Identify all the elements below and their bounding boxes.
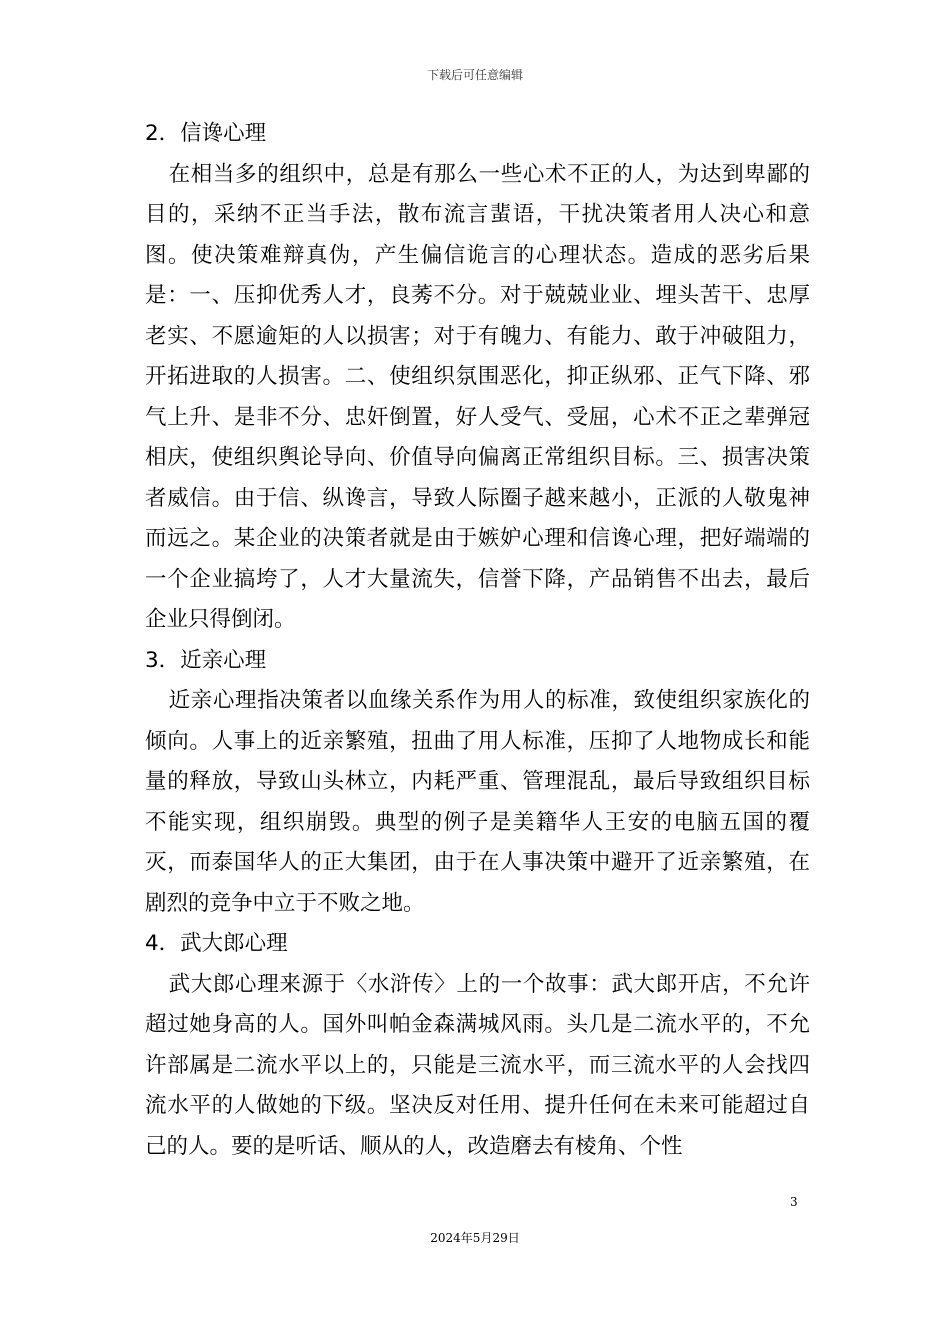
section-wudalang (145, 924, 810, 1167)
section-jinqin (145, 641, 810, 925)
page-header-note: 下载后可任意编辑 (426, 68, 523, 82)
section-paragraph: 在相当多的组织中，总是有那么一些心术不正的人，为达到卑鄙的目的，采纳不正当手法，散布流言蜚语，干扰决策者用人决心和意图。使决策难辩真伪，产生偏信诡言的心理状态。造成的恶劣后果是：一、压抑优秀人才，良莠不分。对于兢兢业业、埋头苦干、忠厚老实、不愿逾矩的人以损害；对于有魄力、有能力、敢于冲破阻力，开拓进取的人损害。二、使组织氛围恶化，抑正纵邪、正气下降、邪气上升、是非不分、忠奸倒置，好人受气、受屈，心术不正之辈弹冠相庆，使组织舆论导向、价值导向偏离正常组织目标。三、损害决策者威信。由于信、纵谗言，导致人际圈子越来越小，正派的人敬鬼神而远之。某企业的决策者就是由于嫉妒心理和信谗心理，把好端端的一个企业搞垮了，人才大量流失，信誉下降，产品销售不出去，最后企业只得倒闭。 (145, 161, 810, 632)
section-heading: 3．近亲心理 (145, 647, 267, 673)
page-number: 3 (790, 1195, 798, 1209)
section-heading: 4．武大郎心理 (145, 931, 288, 956)
document-body (145, 114, 810, 1167)
section-xinchan (145, 114, 810, 641)
section-paragraph: 武大郎心理来源于〈水浒传〉上的一个故事：武大郎开店，不允许超过她身高的人。国外叫帕金森满城风雨。头几是二流水平的，不允许部属是二流水平以上的，只能是三流水平，而三流水平的人会找四流水平的人做她的下级。坚决反对任用、提升任何在未来可能超过自己的人。要的是听话、顺从的人，改造磨去有棱角、个性 (145, 971, 810, 1159)
section-heading: 2．信谗心理 (145, 121, 267, 146)
footer-date: 2024年5月29日 (430, 1231, 520, 1245)
section-paragraph: 近亲心理指决策者以血缘关系作为用人的标准，致使组织家族化的倾向。人事上的近亲繁殖，扭曲了用人标准，压抑了人地物成长和能量的释放，导致山头林立，内耗严重、管理混乱，最后导致组织目标不能实现，组织崩毁。典型的例子是美籍华人王安的电脑五国的覆灭，而泰国华人的正大集团，由于在人事决策中避开了近亲繁殖，在剧烈的竞争中立于不败之地。 (145, 688, 810, 916)
